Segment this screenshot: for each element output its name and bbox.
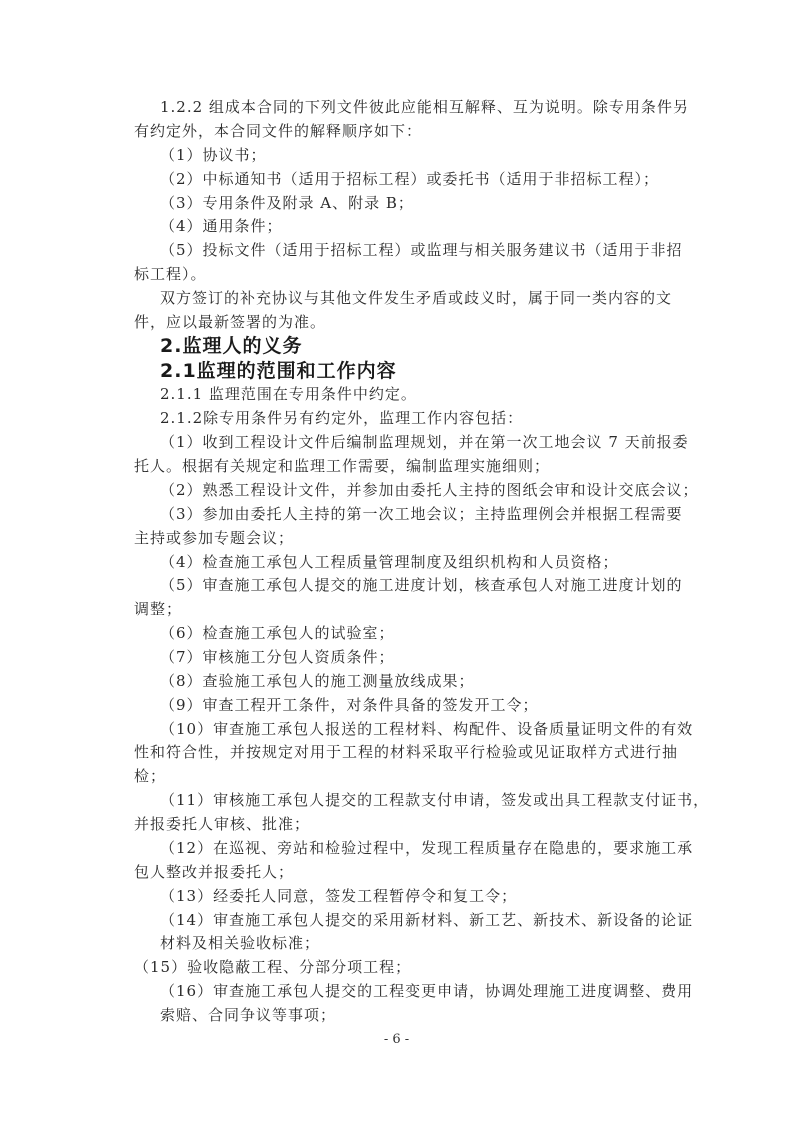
- duty-item-line: 并报委托人审核、批准；: [134, 815, 311, 833]
- paragraph-line: 双方签订的补充协议与其他文件发生矛盾或歧义时，属于同一类内容的文: [160, 289, 673, 307]
- duty-item-line: （4）检查施工承包人工程质量管理制度及组织机构和人员资格；: [160, 552, 619, 571]
- duty-item-line: （15）验收隐蔽工程、分部分项工程；: [134, 958, 412, 977]
- list-item-1: （1）协议书；: [160, 145, 267, 164]
- list-item-5-line-2: 标工程）。: [134, 265, 207, 284]
- clause-2-1-2: 2.1.2除专用条件另有约定外，监理工作内容包括：: [160, 409, 524, 428]
- duty-item-line: （10）审查施工承包人报送的工程材料、构配件、设备质量证明文件的有效: [160, 719, 694, 738]
- list-item-4: （4）通用条件；: [160, 217, 283, 236]
- duty-item-line: （1）收到工程设计文件后编制监理规划，并在第一次工地会议 7 天前报委: [160, 433, 689, 452]
- clause-1-2-2-line-1: 1.2.2 组成本合同的下列文件彼此应能相互解释、互为说明。除专用条件另: [160, 98, 689, 116]
- list-item-5-line-1: （5）投标文件（适用于招标工程）或监理与相关服务建议书（适用于非招: [160, 241, 683, 260]
- subsection-heading: 2.1监理的范围和工作内容: [160, 359, 397, 382]
- section-heading: 2.监理人的义务: [160, 334, 303, 357]
- duty-item-line: （6）检查施工承包人的试验室；: [160, 624, 395, 643]
- duty-item-line: 主持或参加专题会议；: [134, 528, 295, 547]
- duty-item-line: （12）在巡视、旁站和检验过程中，发现工程质量存在隐患的，要求施工承: [160, 838, 694, 857]
- duty-item-line: 调整；: [134, 600, 183, 619]
- duty-item-line: （16）审查施工承包人提交的工程变更申请，协调处理施工进度调整、费用: [160, 982, 694, 1001]
- duty-item-line: 包人整改并报委托人；: [134, 862, 295, 881]
- paragraph-line: 件，应以最新签署的为准。: [134, 312, 327, 331]
- duty-item-line: （7）审核施工分包人资质条件；: [160, 647, 395, 666]
- duty-item-line: 材料及相关验收标准；: [160, 934, 321, 953]
- list-item-3: （3）专用条件及附录 A、附录 B；: [160, 193, 414, 212]
- duty-item-line: （5）审查施工承包人提交的施工进度计划，核查承包人对施工进度计划的: [160, 576, 683, 595]
- duty-item-line: （8）查验施工承包人的施工测量放线成果；: [160, 671, 475, 690]
- duty-item-line: 检；: [134, 767, 167, 786]
- clause-1-2-2-line-2: 有约定外，本合同文件的解释顺序如下：: [134, 121, 423, 140]
- duty-item-line: （13）经委托人同意，签发工程暂停令和复工令；: [160, 886, 518, 905]
- duty-item-line: （9）审查工程开工条件，对条件具备的签发开工令；: [160, 695, 539, 714]
- list-item-2: （2）中标通知书（适用于招标工程）或委托书（适用于非招标工程）；: [160, 169, 660, 188]
- page-number: - 6 -: [383, 1032, 410, 1047]
- duty-item-line: （11）审核施工承包人提交的工程款支付申请，签发或出具工程款支付证书，: [160, 791, 710, 810]
- duty-item-line: 托人。根据有关规定和监理工作需要，编制监理实施细则；: [134, 457, 551, 475]
- duty-item-line: （2）熟悉工程设计文件，并参加由委托人主持的图纸会审和设计交底会议；: [160, 480, 699, 499]
- clause-2-1-1: 2.1.1 监理范围在专用条件中约定。: [160, 385, 417, 404]
- duty-item-line: （3）参加由委托人主持的第一次工地会议；主持监理例会并根据工程需要: [160, 504, 683, 523]
- duty-item-line: 性和符合性，并按规定对用于工程的材料采取平行检验或见证取样方式进行抽: [134, 743, 679, 762]
- duty-item-line: 索赔、合同争议等事项；: [160, 1006, 337, 1024]
- duty-item-line: （14）审查施工承包人提交的采用新材料、新工艺、新技术、新设备的论证: [160, 910, 694, 929]
